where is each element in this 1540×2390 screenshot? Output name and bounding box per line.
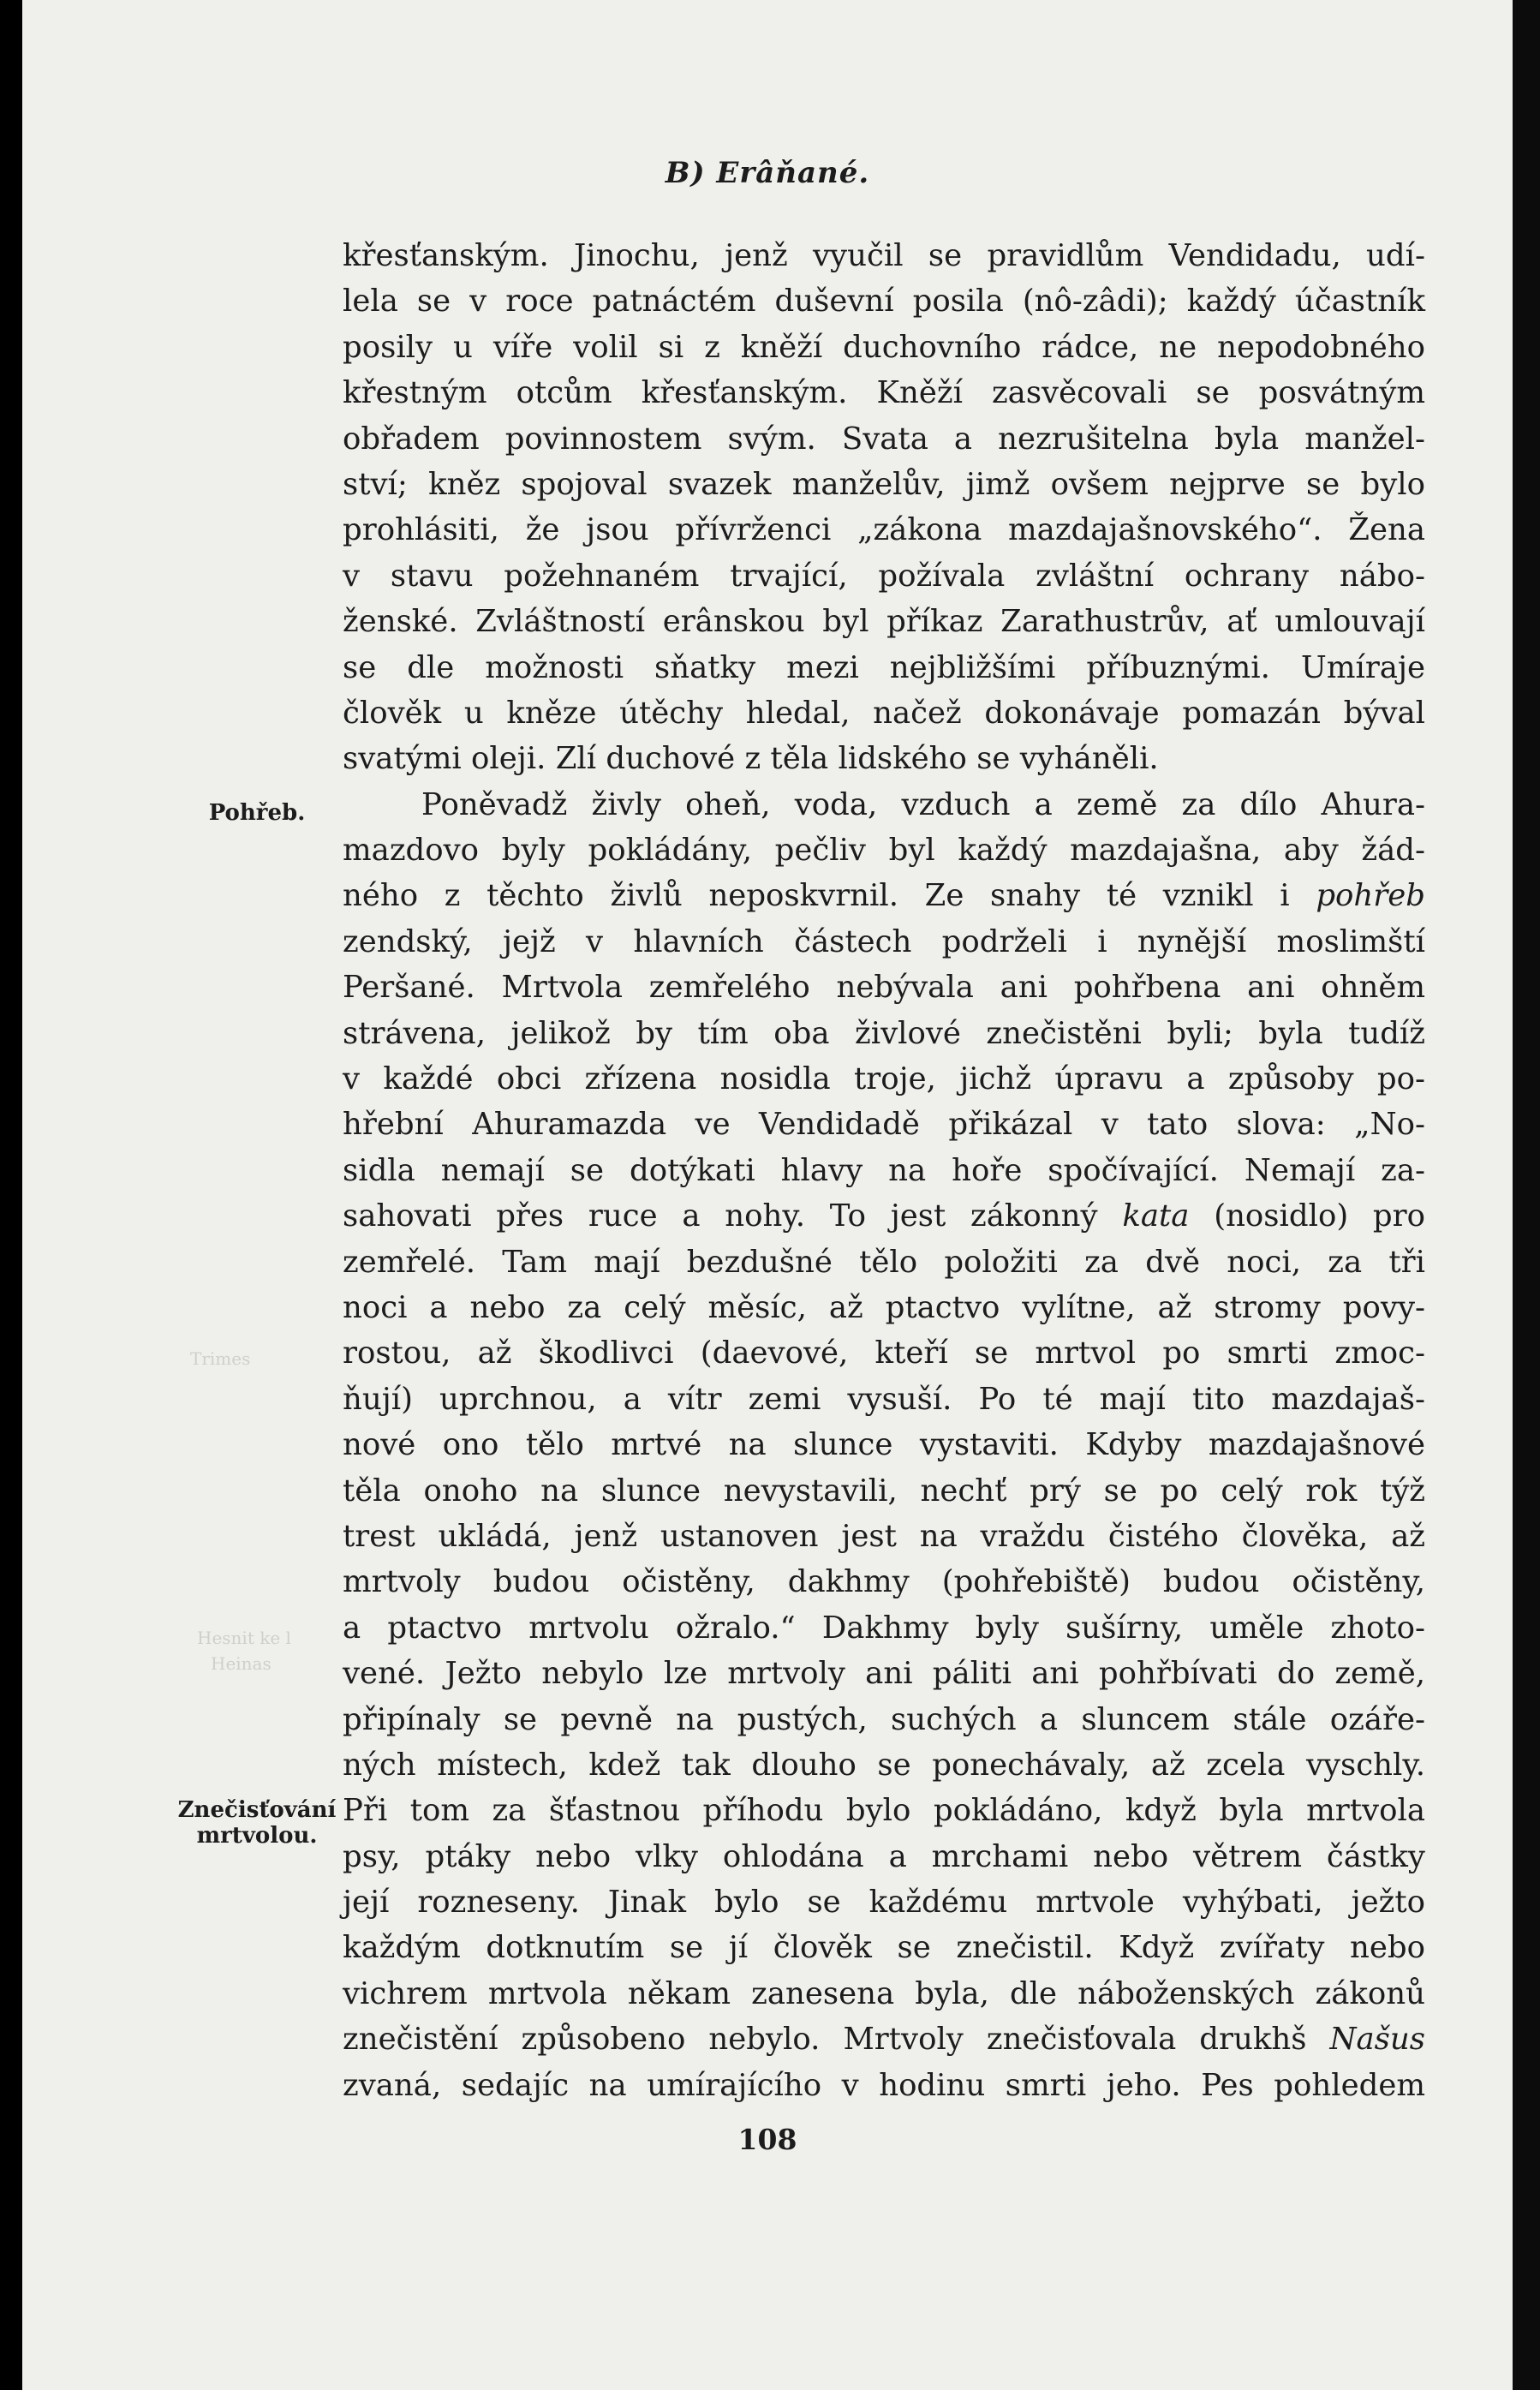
scan-border (1513, 0, 1540, 2390)
text-line: Poněvadž živly oheň, voda, vzduch a země za dílo Ahura- (421, 786, 1425, 822)
page (22, 0, 1513, 2390)
text-line: ňují) uprchnou, a vítr zemi vysuší. Po té mají tito mazdajaš- (343, 1381, 1425, 1417)
text-line: v každé obci zřízena nosidla troje, jichž úpravu a způsoby po- (343, 1061, 1425, 1097)
text-line: každým dotknutím se jí člověk se znečistil. Když zvířaty nebo (343, 1930, 1425, 1966)
text-line: křestným otcům křesťanským. Kněží zasvěcovali se posvátným (343, 375, 1425, 411)
text-line: nové ono tělo mrtvé na slunce vystaviti. Kdyby mazdajašnové (343, 1427, 1425, 1463)
text-line: mrtvoly budou očistěny, dakhmy (pohřebiště) budou očistěny, (343, 1564, 1425, 1600)
text-line: strávena, jelikož by tím oba živlové znečistěni byli; byla tudíž (343, 1015, 1425, 1051)
page-number: 108 (737, 2123, 797, 2156)
text-line: trest ukládá, jenž ustanoven jest na vraždu čistého člověka, až (343, 1518, 1425, 1554)
text-line: ných místech, kdež tak dlouho se ponechávaly, až zcela vyschly. (343, 1747, 1425, 1783)
italic-term-nasus: Našus (1329, 2022, 1425, 2058)
text-line: zemřelé. Tam mají bezdušné tělo položiti za dvě noci, za tři (343, 1244, 1425, 1280)
text-line: se dle možnosti sňatky mezi nejbližšími příbuznými. Umíraje (343, 649, 1425, 685)
faded-show-through: Heinas (211, 1653, 272, 1674)
text-line: psy, ptáky nebo vlky ohlodána a mrchami nebo větrem částky (343, 1838, 1425, 1874)
text-line: rostou, až škodlivci (daevové, kteří se mrtvol po smrti zmoc- (343, 1335, 1425, 1371)
margin-note-line: mrtvolou. (196, 1823, 318, 1849)
text-run: (nosidlo) pro (1214, 1198, 1425, 1234)
italic-term-kata: kata (1122, 1198, 1190, 1234)
italic-term-pohreb: pohřeb (1316, 878, 1425, 914)
body-text (343, 233, 1425, 2108)
text-line-with-italic (343, 1193, 1425, 1239)
margin-note-pohreb: Pohřeb. (208, 800, 306, 826)
text-line: její rozneseny. Jinak bylo se každému mrtvole vyhýbati, ježto (343, 1885, 1425, 1921)
text-line: obřadem povinnostem svým. Svata a nezrušitelna byla manžel- (343, 421, 1425, 457)
text-line: Při tom za šťastnou příhodu bylo pokládáno, když byla mrtvola (343, 1793, 1425, 1829)
faded-show-through: Trimes (190, 1348, 251, 1369)
text-line: svatými oleji. Zlí duchové z těla lidského se vyháněli. (343, 741, 1159, 777)
text-line: Peršané. Mrtvola zemřelého nebývala ani pohřbena ani ohněm (343, 970, 1425, 1006)
text-line: člověk u kněze útěchy hledal, načež dokonávaje pomazán býval (343, 695, 1425, 731)
text-line: křesťanským. Jinochu, jenž vyučil se pravidlům Vendidadu, udí- (343, 238, 1425, 273)
text-line: ženské. Zvláštností erânskou byl příkaz Zarathustrův, ať umlouvají (343, 604, 1425, 640)
text-line: sidla nemají se dotýkati hlavy na hoře spočívající. Nemají za- (343, 1152, 1425, 1188)
text-line: noci a nebo za celý měsíc, až ptactvo vylítne, až stromy povy- (343, 1289, 1425, 1325)
text-line: posily u víře volil si z kněží duchovního rádce, ne nepodobného (343, 329, 1425, 365)
faded-show-through: Hesnit ke l (197, 1628, 291, 1648)
margin-note-line: Znečisťování (177, 1797, 337, 1823)
text-line: prohlásiti, že jsou přívrženci „zákona mazdajašnovského“. Žena (343, 512, 1425, 548)
text-line: vichrem mrtvola někam zanesena byla, dle náboženských zákonů (343, 1975, 1425, 2011)
text-line: v stavu požehnaném trvající, požívala zvláštní ochrany nábo- (343, 558, 1425, 594)
text-line: a ptactvo mrtvolu ožralo.“ Dakhmy byly sušírny, uměle zhoto- (343, 1610, 1425, 1646)
running-header: B) Erâňané. (665, 156, 870, 190)
text-run: znečistění způsobeno nebylo. Mrtvoly znečisťovala drukhš (343, 2022, 1307, 2058)
text-line-with-italic (343, 2017, 1425, 2062)
text-line-with-italic (343, 873, 1425, 918)
margin-note-znecistovani (173, 1797, 341, 1849)
text-line: zendský, jejž v hlavních částech podrželi i nynější moslimští (343, 923, 1425, 959)
text-line: mazdovo byly pokládány, pečliv byl každý mazdajašna, aby žád- (343, 833, 1425, 869)
text-run: ného z těchto živlů neposkvrnil. Ze snahy té vznikl i (343, 878, 1290, 914)
text-line: lela se v roce patnáctém duševní posila (nô-zâdi); každý účastník (343, 284, 1425, 320)
text-line: těla onoho na slunce nevystavili, nechť prý se po celý rok týž (343, 1473, 1425, 1509)
text-line: připínaly se pevně na pustých, suchých a sluncem stále ozáře- (343, 1701, 1425, 1737)
text-line: hřební Ahuramazda ve Vendidadě přikázal v tato slova: „No- (343, 1107, 1425, 1143)
text-line: vené. Ježto nebylo lze mrtvoly ani páliti ani pohřbívati do země, (343, 1656, 1425, 1692)
text-line: ství; kněz spojoval svazek manželův, jimž ovšem nejprve se bylo (343, 466, 1425, 502)
text-line: zvaná, sedajíc na umírajícího v hodinu smrti jeho. Pes pohledem (343, 2067, 1425, 2103)
text-run: sahovati přes ruce a nohy. To jest zákonný (343, 1198, 1098, 1234)
